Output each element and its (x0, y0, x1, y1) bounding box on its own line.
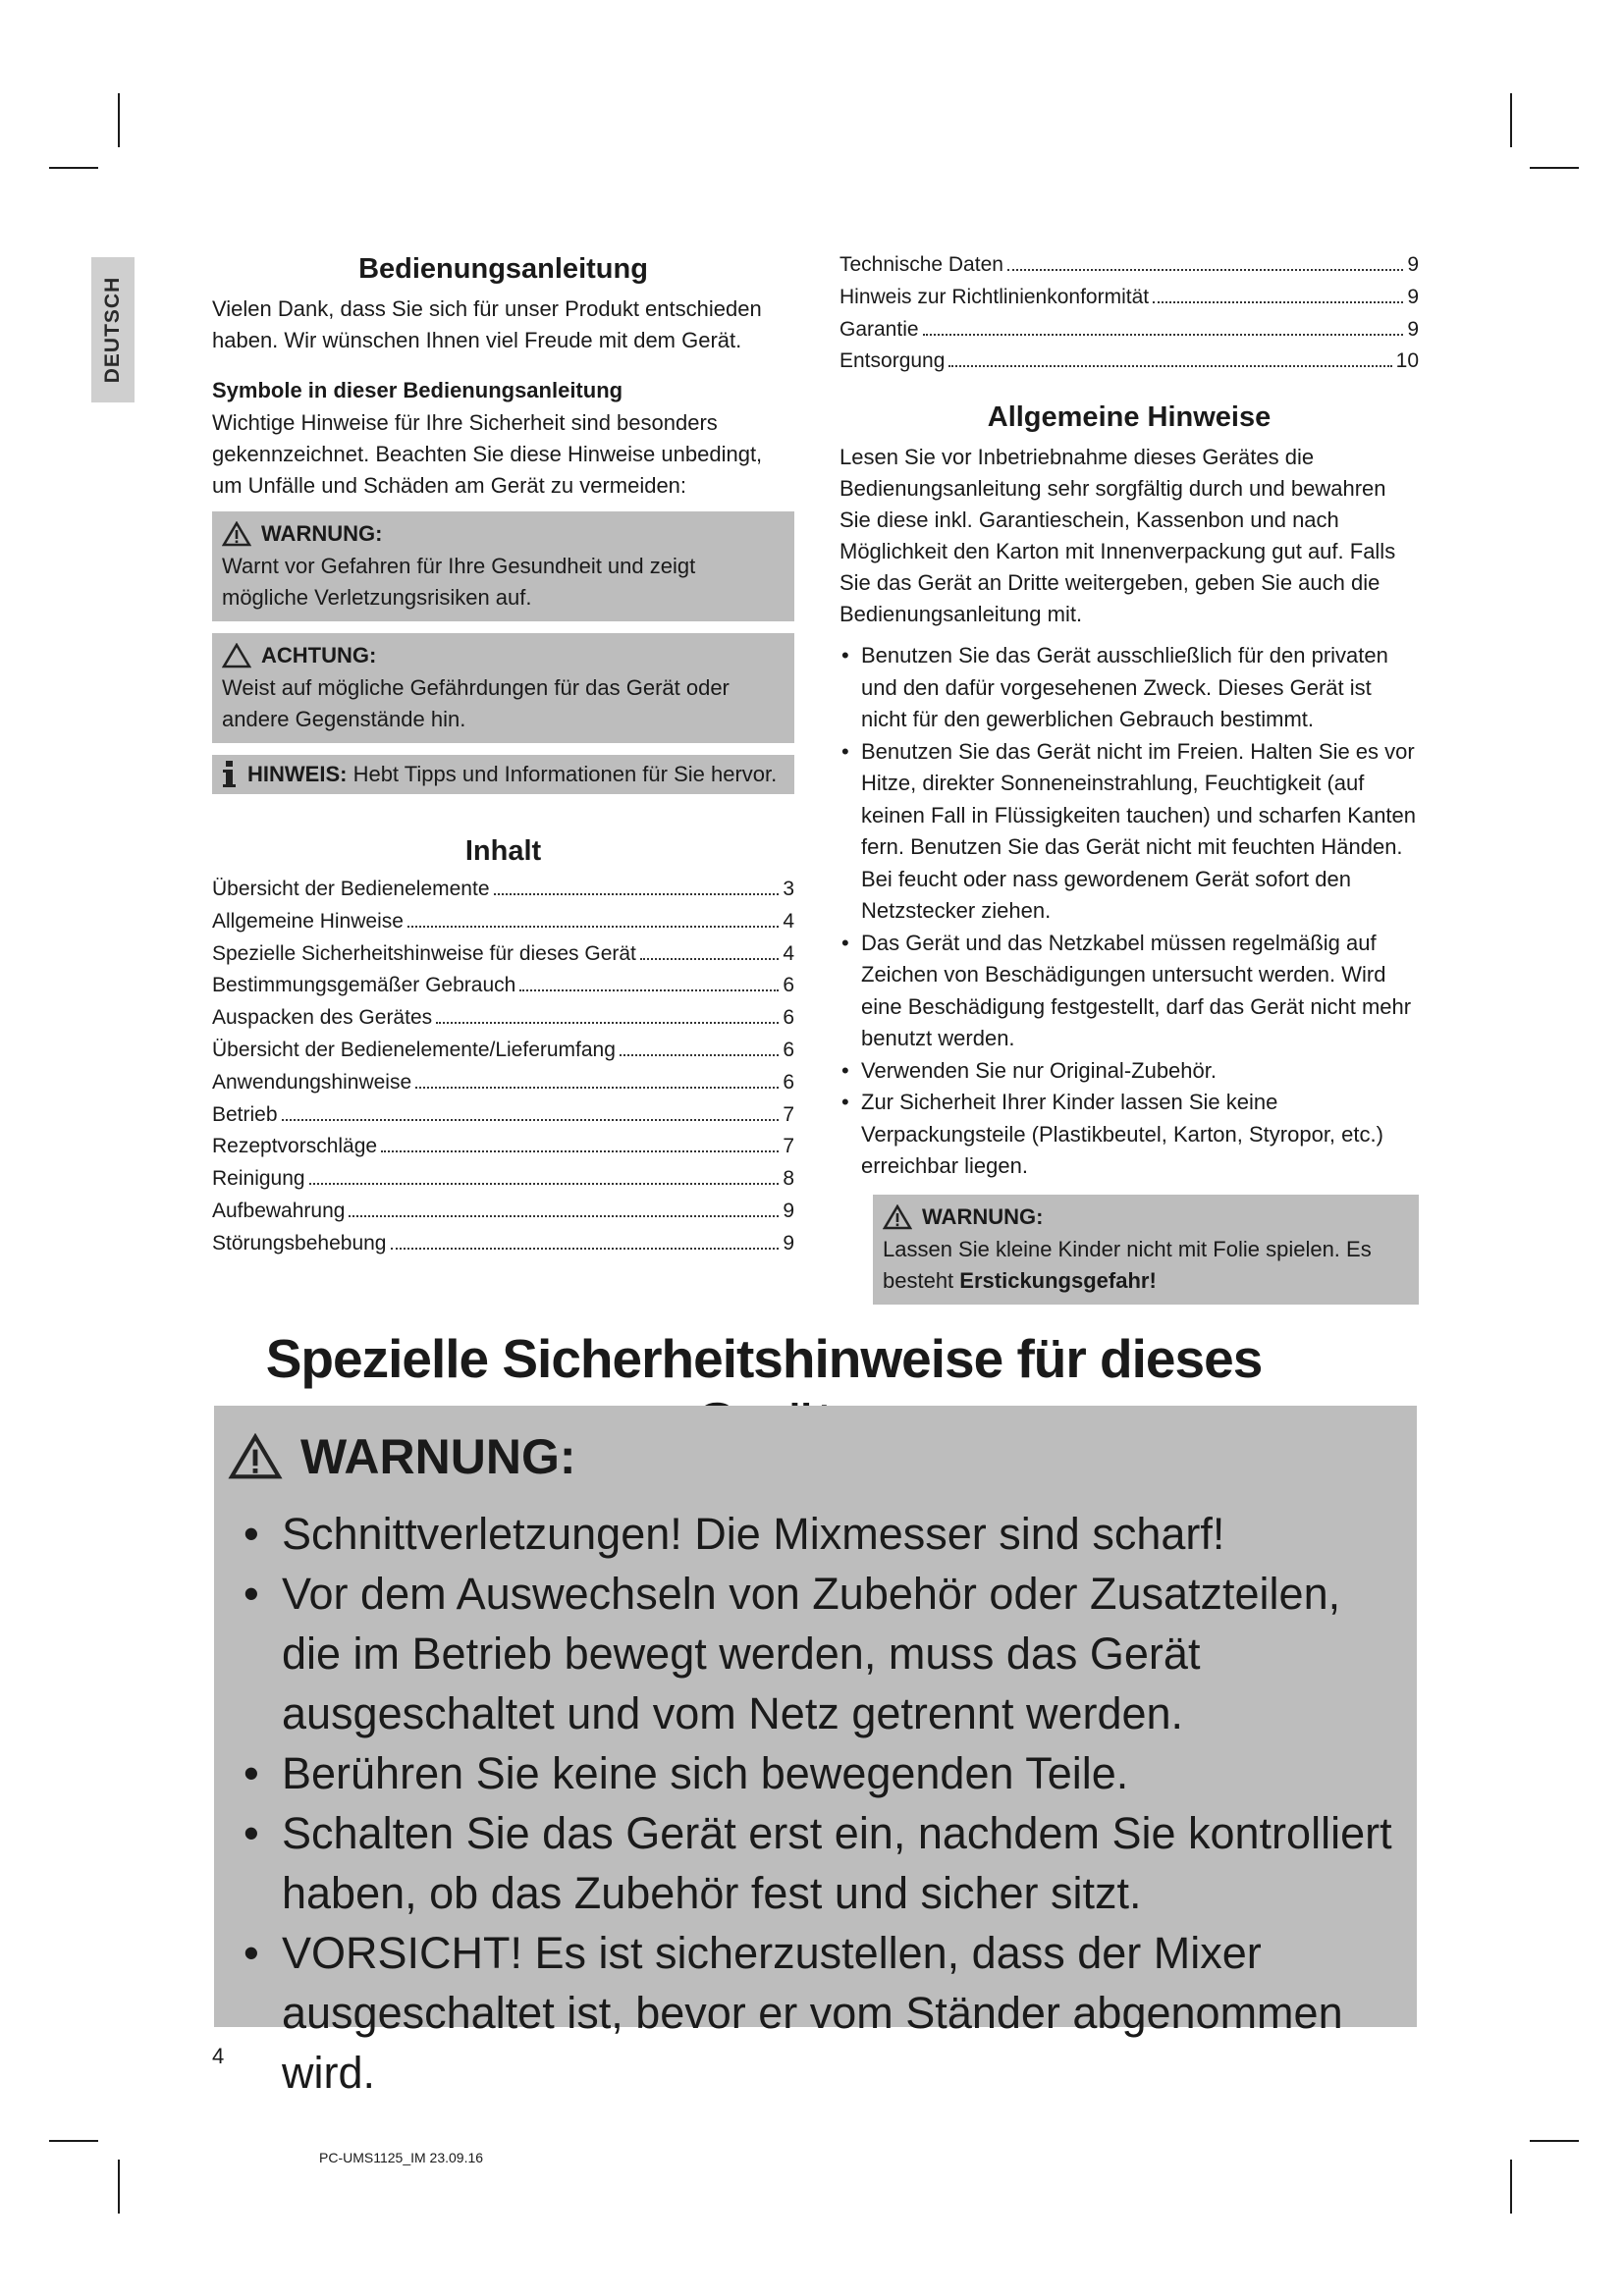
achtung-label: ACHTUNG: (261, 643, 377, 667)
toc-title: Inhalt (464, 835, 542, 867)
toc-entry-page: 9 (783, 1231, 794, 1255)
list-item: • Schalten Sie das Gerät erst ein, nachdem Sie kontrolliert haben, ob das Zubehör fest und sicher sitzt. (228, 1803, 1397, 1923)
toc-entry-label: Übersicht der Bedienelemente (212, 878, 490, 900)
warning-triangle-icon (222, 521, 251, 547)
toc-leader-dots (349, 1215, 779, 1217)
toc-leader-dots (1153, 301, 1403, 303)
toc-entry-label: Aufbewahrung (212, 1199, 346, 1222)
toc-entry-label: Hinweis zur Richtlinienkonformität (839, 285, 1150, 308)
toc-entry-page: 8 (783, 1167, 794, 1191)
toc-entry (839, 318, 1419, 350)
toc-entry (839, 253, 1419, 286)
left-column (212, 253, 794, 1264)
crop-mark (49, 2140, 98, 2142)
achtung-legend-box (212, 633, 794, 743)
toc-entry-page: 9 (1407, 317, 1419, 341)
intro-title: Bedienungsanleitung (358, 253, 648, 285)
packaging-warning-text: Lassen Sie kleine Kinder nicht mit Folie spielen. Es besteht (883, 1236, 1372, 1293)
warnung-text: Warnt vor Gefahren für Ihre Gesundheit und zeigt mögliche Verletzungsrisiken auf. (222, 554, 696, 610)
toc-entry-label: Technische Daten (839, 253, 1003, 276)
packaging-warning-title (883, 1201, 1409, 1234)
toc-entry (212, 974, 794, 1006)
list-item: • Berühren Sie keine sich bewegenden Teile. (228, 1743, 1397, 1803)
toc-entry-label: Reinigung (212, 1167, 305, 1191)
toc-entry (212, 1006, 794, 1039)
toc-entry-page: 6 (783, 1070, 794, 1094)
special-warning-title (228, 1417, 1397, 1496)
toc-entry (839, 286, 1419, 318)
achtung-text: Weist auf mögliche Gefährdungen für das Gerät oder andere Gegenstände hin. (222, 675, 730, 731)
toc-entry-page: 9 (783, 1199, 794, 1222)
hinweis-text: Hebt Tipps und Informationen für Sie hervor. (352, 762, 778, 786)
toc-leader-dots (282, 1119, 780, 1121)
crop-mark (1510, 93, 1512, 147)
special-bullets (228, 1504, 1397, 2103)
toc-list-continued (839, 253, 1419, 382)
toc-list (212, 878, 794, 1264)
general-title: Allgemeine Hinweise (987, 401, 1272, 434)
toc-entry (212, 1039, 794, 1071)
toc-entry-page: 7 (783, 1102, 794, 1126)
toc-entry-page: 10 (1395, 349, 1419, 373)
warnung-legend-box (212, 511, 794, 621)
toc-leader-dots (620, 1054, 779, 1056)
toc-entry (839, 349, 1419, 382)
packaging-warning-emphasis: Erstickungsgefahr! (959, 1267, 1157, 1293)
crop-mark (1530, 167, 1579, 169)
crop-mark (118, 2160, 120, 2214)
toc-leader-dots (309, 1183, 780, 1185)
language-label: DEUTSCH (101, 276, 124, 384)
toc-leader-dots (415, 1087, 779, 1089)
language-tab (91, 257, 135, 402)
warnung-label: WARNUNG: (261, 521, 383, 546)
toc-entry-label: Störungsbehebung (212, 1231, 387, 1255)
toc-entry (212, 1200, 794, 1232)
toc-leader-dots (494, 893, 780, 895)
symbols-heading: Symbole in dieser Bedienungsanleitung (212, 378, 623, 402)
toc-entry-page: 7 (783, 1135, 794, 1158)
crop-mark (118, 93, 120, 147)
symbols-text: Wichtige Hinweise für Ihre Sicherheit sind besonders gekennzeichnet. Beachten Sie diese Hinweise unbedingt, um Unfälle und Schäden am Gerät zu vermeiden: (212, 410, 763, 498)
packaging-warning-box (873, 1195, 1419, 1305)
page-number: 4 (212, 2044, 225, 2068)
toc-entry-page: 6 (783, 1006, 794, 1030)
toc-leader-dots (640, 958, 779, 960)
toc-entry-label: Auspacken des Gerätes (212, 1006, 433, 1030)
intro-text: Vielen Dank, dass Sie sich für unser Produkt entschieden haben. Wir wünschen Ihnen viel Freude mit dem Gerät. (212, 296, 762, 352)
toc-entry-label: Bestimmungsgemäßer Gebrauch (212, 974, 516, 997)
toc-entry-label: Rezeptvorschläge (212, 1135, 378, 1158)
toc-entry-page: 3 (783, 878, 794, 900)
toc-entry-label: Betrieb (212, 1102, 278, 1126)
toc-entry-page: 4 (783, 909, 794, 933)
right-column (839, 253, 1419, 1305)
toc-leader-dots (948, 365, 1391, 367)
caution-triangle-icon (222, 643, 251, 668)
list-item: • VORSICHT! Es ist sicherzustellen, dass der Mixer ausgeschaltet ist, bevor er vom Ständer abgenommen wird. (228, 1923, 1397, 2103)
toc-entry-label: Spezielle Sicherheitshinweise für dieses Gerät (212, 941, 636, 965)
toc-leader-dots (391, 1248, 780, 1250)
info-icon (222, 761, 238, 788)
general-bullets (839, 640, 1419, 1183)
toc-entry-label: Garantie (839, 317, 919, 341)
list-item: • Schnittverletzungen! Die Mixmesser sind scharf! (228, 1504, 1397, 1564)
achtung-legend-title (222, 639, 785, 672)
toc-entry (212, 1103, 794, 1136)
list-item: • Zur Sicherheit Ihrer Kinder lassen Sie keine Verpackungsteile (Plastikbeutel, Karton, Styropor, etc.) erreichbar liegen. (839, 1087, 1419, 1183)
toc-entry (212, 878, 794, 910)
special-warning-label: WARNUNG: (300, 1429, 576, 1484)
print-footer: PC-UMS1125_IM 23.09.16 (319, 2150, 484, 2165)
toc-entry-page: 4 (783, 941, 794, 965)
toc-entry (212, 1232, 794, 1264)
toc-entry-label: Anwendungshinweise (212, 1070, 412, 1094)
toc-entry-page: 6 (783, 974, 794, 997)
crop-mark (1530, 2140, 1579, 2142)
list-item: • Benutzen Sie das Gerät nicht im Freien. Halten Sie es vor Hitze, direkter Sonneneinstrahlung, Feuchtigkeit (auf keinen Fall in Flüssigkeiten tauchen) und scharfen Kanten fern. Benutzen Sie das Gerät nicht mit feuchten Händen. Bei feucht oder nass gewordenem Gerät sofort den Netzstecker ziehen. (839, 736, 1419, 928)
toc-leader-dots (519, 989, 779, 991)
toc-entry-page: 6 (783, 1038, 794, 1061)
toc-entry-page: 9 (1407, 253, 1419, 276)
warnung-legend-title (222, 517, 785, 551)
crop-mark (49, 167, 98, 169)
packaging-warning-label: WARNUNG: (922, 1203, 1044, 1229)
toc-leader-dots (407, 926, 779, 928)
toc-entry-label: Übersicht der Bedienelemente/Lieferumfang (212, 1038, 616, 1061)
toc-entry (212, 1167, 794, 1200)
toc-entry (212, 1135, 794, 1167)
toc-entry (212, 1071, 794, 1103)
toc-entry-label: Entsorgung (839, 349, 946, 373)
toc-leader-dots (923, 334, 1404, 336)
hinweis-legend-box (212, 755, 794, 794)
toc-leader-dots (436, 1022, 779, 1024)
list-item: • Benutzen Sie das Gerät ausschließlich für den privaten und den dafür vorgesehenen Zweck. Dieses Gerät ist nicht für den gewerblichen Gebrauch bestimmt. (839, 640, 1419, 736)
list-item: • Das Gerät und das Netzkabel müssen regelmäßig auf Zeichen von Beschädigungen untersucht werden. Wird eine Beschädigung festgestellt, darf das Gerät nicht mehr benutzt werden. (839, 928, 1419, 1055)
hinweis-label: HINWEIS: (247, 762, 348, 786)
warning-triangle-icon (883, 1204, 912, 1230)
packaging-warning-text-wrap (883, 1234, 1409, 1297)
toc-entry (212, 942, 794, 975)
special-safety-title: Spezielle Sicherheitshinweise für dieses (265, 1328, 1263, 1389)
warning-triangle-icon (228, 1433, 283, 1480)
general-text: Lesen Sie vor Inbetriebnahme dieses Gerätes die Bedienungsanleitung sehr sorgfältig durch und bewahren Sie diese inkl. Garantieschein, Kassenbon und nach Möglichkeit den Karton mit Innenverpackung gut auf. Falls Sie das Gerät an Dritte weitergeben, geben Sie auch die Bedienungsanleitung mit. (839, 445, 1396, 627)
list-item: • Verwenden Sie nur Original-Zubehör. (839, 1055, 1419, 1088)
crop-mark (1510, 2160, 1512, 2214)
toc-entry (212, 910, 794, 942)
toc-leader-dots (381, 1150, 779, 1152)
toc-leader-dots (1007, 269, 1403, 271)
special-safety-box (214, 1406, 1417, 2098)
toc-entry-label: Allgemeine Hinweise (212, 909, 404, 933)
list-item: • Vor dem Auswechseln von Zubehör oder Zusatzteilen, die im Betrieb bewegt werden, muss das Gerät ausgeschaltet und vom Netz getrennt werden. (228, 1564, 1397, 1743)
toc-entry-page: 9 (1407, 285, 1419, 308)
